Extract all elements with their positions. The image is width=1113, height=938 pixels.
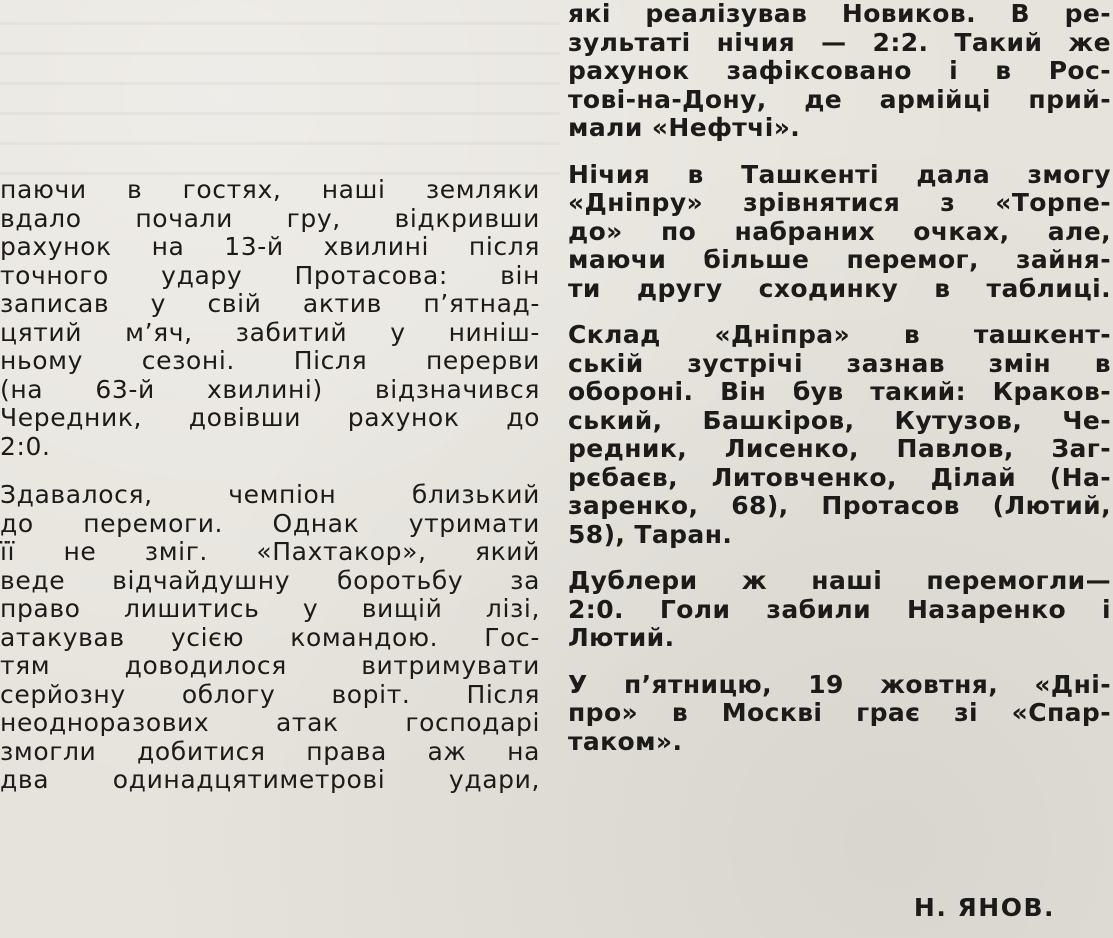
text-line: тям доводилося витримувати [0,651,540,680]
text-line: рахунок зафіксовано і в Рос- [568,56,1111,85]
text-line: Лютий. [568,623,675,652]
text-line: про» в Москві грає зі «Спар- [568,698,1111,727]
text-line: «Дніпру» зрівнятися з «Торпе- [568,188,1111,217]
text-line: рахунок на 13-й хвилині після [0,232,540,261]
text-line: серйозну облогу воріт. Після [0,679,540,709]
paragraph-reserves [568,567,1111,653]
text-line: ти другу сходинку в таблиці. [568,273,1111,303]
text-line: зультаті нічия — 2:2. Такий же [568,27,1111,57]
text-line: цятий м’яч, забитий у ниніш- [0,317,540,347]
text-line: вдало почали гру, відкривши [0,203,540,233]
text-line: заренко, 68), Протасов (Лютий, [568,491,1111,520]
text-line: обороні. Він був такий: Краков- [568,377,1111,406]
text-line: два одинадцятиметрові удари, [0,765,540,794]
text-line: У п’ятницю, 19 жовтня, «Дні- [568,669,1111,699]
text-line: Здавалося, чемпіон близький [0,480,540,509]
text-line: ський, Башкіров, Кутузов, Че- [568,405,1111,435]
paragraph-match-start [0,176,540,461]
text-line: паючи в гостях, наші земляки [0,175,540,204]
text-line: її не зміг. «Пахтакор», який [0,537,540,566]
paragraph-champion-near-win [0,481,540,795]
text-line: до перемоги. Однак утримати [0,508,540,538]
text-line: ньому сезоні. Після перерви [0,346,540,375]
text-line: 2:0. Голи забили Назаренко і [568,594,1111,624]
text-line: тові-на-Дону, де армійці прий- [568,84,1111,114]
text-line: Нічия в Ташкенті дала змогу [568,159,1111,189]
text-line: до» по набраних очках, але, [568,216,1111,246]
text-line: рєбаєв, Литовченко, Ділай (На- [568,462,1111,492]
paragraph-penalties-result [568,0,1111,143]
text-line: 2:0. [0,431,51,461]
paragraph-table-position [568,161,1111,304]
text-line: змогли добитися права аж на [0,736,540,766]
text-line: маючи більше перемог, зайня- [568,245,1111,274]
paragraph-next-match [568,671,1111,757]
text-line: Склад «Дніпра» в ташкент- [568,320,1111,349]
text-line: мали «Нефтчі». [568,113,801,142]
text-line: таком». [568,726,683,756]
text-line: редник, Лисенко, Павлов, Заг- [568,434,1111,463]
text-line: точного удару Протасова: він [0,260,540,290]
text-line: 58), Таран. [568,519,733,549]
paragraph-lineup [568,321,1111,549]
text-line: неодноразових атак господарі [0,708,540,737]
text-line: веде відчайдушну боротьбу за [0,565,540,595]
text-line: (на 63-й хвилині) відзначився [0,374,540,404]
text-line: право лишитись у вищій лізі, [0,594,540,623]
text-line: Чередник, довівши рахунок до [0,403,540,432]
left-column [0,0,540,795]
text-line: які реалізував Новиков. В ре- [568,0,1111,28]
text-line: записав у свій актив п’ятнад- [0,289,540,318]
author-signature: Н. ЯНОВ. [913,893,1055,922]
right-column [568,0,1111,756]
text-line: ській зустрічі зазнав змін в [568,348,1111,378]
text-line: атакував усією командою. Гос- [0,622,540,652]
text-line: Дублери ж наші перемогли— [568,566,1111,595]
